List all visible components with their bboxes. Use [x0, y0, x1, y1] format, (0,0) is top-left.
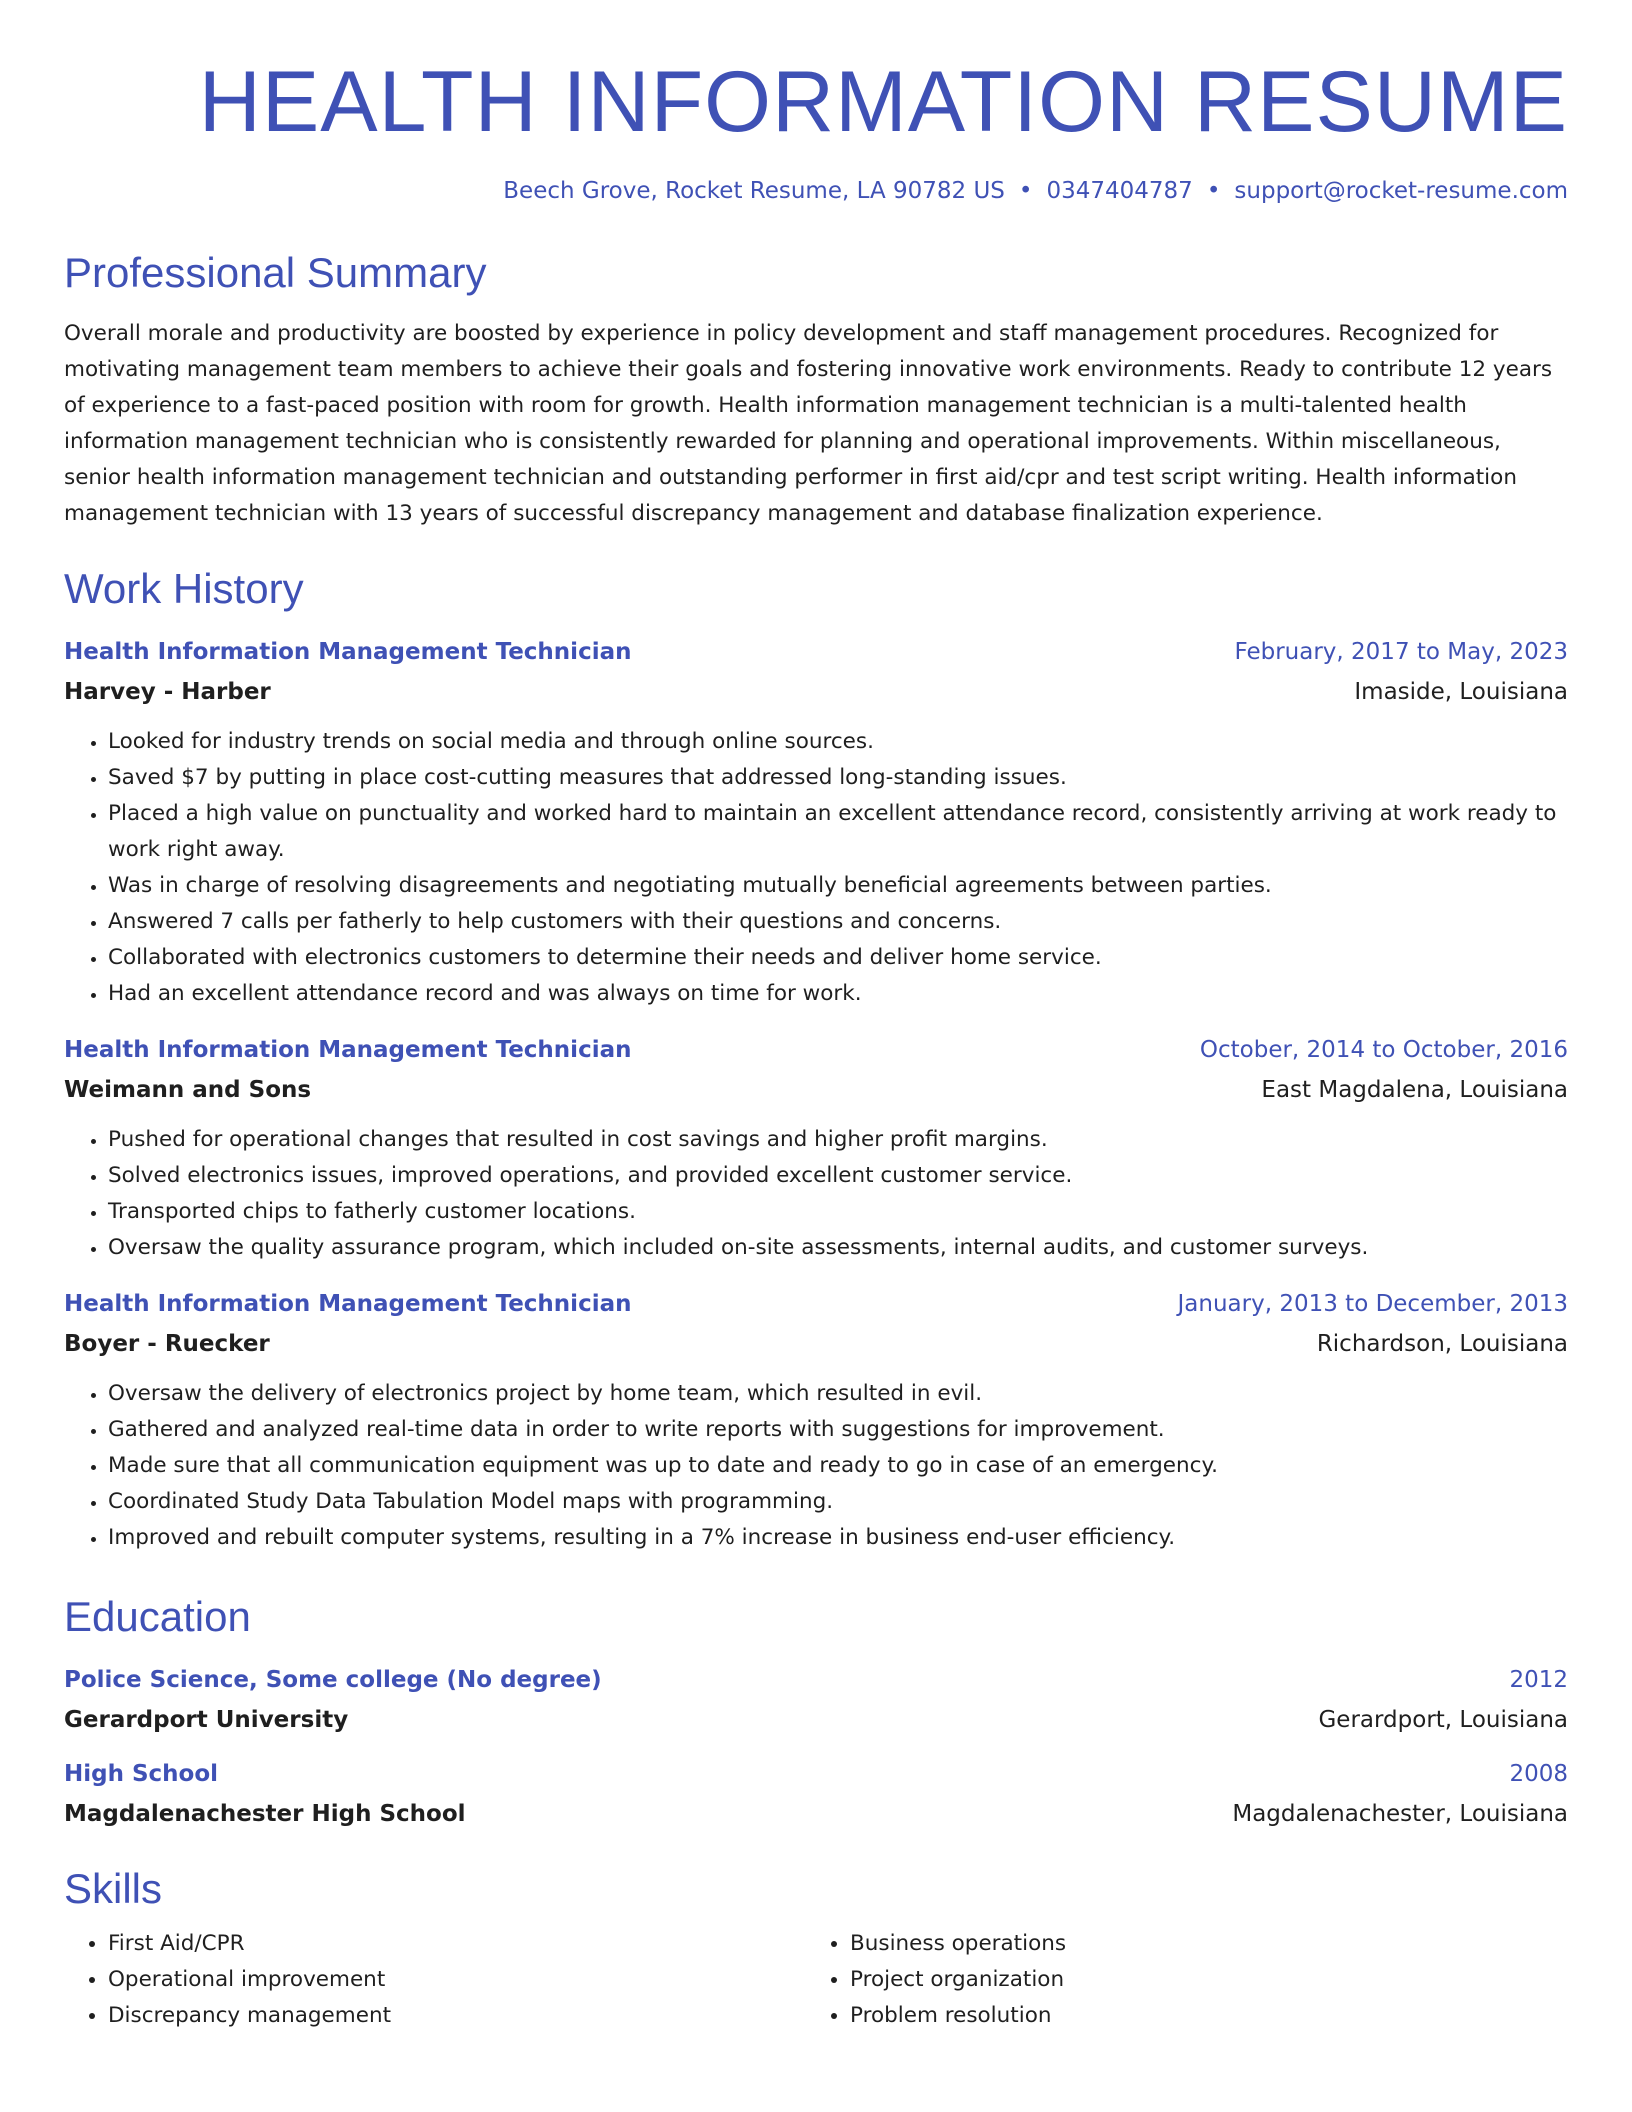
job-entry — [64, 1288, 1568, 1556]
contact-separator: • — [1018, 178, 1033, 204]
work-history-heading: Work History — [64, 565, 304, 612]
education-header-row — [64, 1758, 1568, 1790]
job-bullet: • Answered 7 calls per fatherly to help customers with their questions and concerns. — [108, 904, 1568, 940]
job-bullets — [64, 1122, 1568, 1266]
job-org-row — [64, 1066, 1568, 1106]
education-entry — [64, 1758, 1568, 1830]
job-bullet: • Coordinated Study Data Tabulation Model maps with programming. — [108, 1484, 1568, 1520]
contact-line — [64, 176, 1568, 206]
education-school: Magdalenachester High School — [64, 1801, 466, 1827]
job-header-row — [64, 1288, 1568, 1320]
education-year: 2008 — [1509, 1761, 1568, 1787]
job-bullet: • Made sure that all communication equipment was up to date and ready to go in case of an emergency. — [108, 1448, 1568, 1484]
contact-address: Beech Grove, Rocket Resume, LA 90782 US — [503, 178, 1005, 204]
job-bullet: • Transported chips to fatherly customer locations. — [108, 1194, 1568, 1230]
job-bullet: • Solved electronics issues, improved operations, and provided excellent customer service. — [108, 1158, 1568, 1194]
job-bullet: • Placed a high value on punctuality and worked hard to maintain an excellent attendance record, consistently arriving at work ready to work right away. — [108, 796, 1568, 868]
skill-item: • Discrepancy management — [108, 1998, 806, 2034]
job-company: Weimann and Sons — [64, 1077, 312, 1103]
job-org-row — [64, 1320, 1568, 1360]
summary-text: Overall morale and productivity are boosted by experience in policy development and staff management procedures. Recognized for motivating management team members to achieve their goals and fostering innovative work environments. Ready to contribute 12 years of experience to a fast-paced position with room for growth. Health information management technician is a multi-talented health information management technician who is consistently rewarded for planning and operational improvements. Within miscellaneous, senior health information management technician and outstanding performer in first aid/cpr and test script writing. Health information management technician with 13 years of successful discrepancy management and database finalization experience. — [64, 321, 1553, 526]
skill-item: • First Aid/CPR — [108, 1926, 806, 1962]
job-dates: October, 2014 to October, 2016 — [1199, 1037, 1568, 1063]
job-bullet: • Improved and rebuilt computer systems, resulting in a 7% increase in business end-user efficiency. — [108, 1520, 1568, 1556]
job-bullet: • Gathered and analyzed real-time data in order to write reports with suggestions for improvement. — [108, 1412, 1568, 1448]
skill-item: • Problem resolution — [850, 1998, 1548, 2034]
job-location: Richardson, Louisiana — [1316, 1331, 1568, 1357]
summary-heading: Professional Summary — [64, 249, 487, 296]
education-location: Magdalenachester, Louisiana — [1232, 1801, 1568, 1827]
education-year: 2012 — [1509, 1667, 1568, 1693]
job-bullet: • Was in charge of resolving disagreements and negotiating mutually beneficial agreements between parties. — [108, 868, 1568, 904]
contact-email: support@rocket-resume.com — [1234, 178, 1568, 204]
skill-item: • Business operations — [850, 1926, 1548, 1962]
job-header-row — [64, 636, 1568, 668]
skill-item: • Project organization — [850, 1962, 1548, 1998]
job-company: Harvey - Harber — [64, 679, 271, 705]
education-org-row — [64, 1696, 1568, 1736]
job-bullets — [64, 724, 1568, 1012]
education-heading: Education — [64, 1593, 251, 1640]
job-org-row — [64, 668, 1568, 708]
job-entry — [64, 1034, 1568, 1266]
education-org-row — [64, 1790, 1568, 1830]
skill-item: • Operational improvement — [108, 1962, 806, 1998]
job-dates: February, 2017 to May, 2023 — [1234, 639, 1568, 665]
job-bullet: • Oversaw the delivery of electronics project by home team, which resulted in evil. — [108, 1376, 1568, 1412]
education-header-row — [64, 1664, 1568, 1696]
job-bullet: • Pushed for operational changes that resulted in cost savings and higher profit margins. — [108, 1122, 1568, 1158]
job-bullet: • Had an excellent attendance record and was always on time for work. — [108, 976, 1568, 1012]
job-bullet: • Looked for industry trends on social media and through online sources. — [108, 724, 1568, 760]
job-header-row — [64, 1034, 1568, 1066]
contact-phone: 0347404787 — [1046, 178, 1193, 204]
job-title: Health Information Management Technician — [64, 1291, 632, 1317]
education-degree: Police Science, Some college (No degree) — [64, 1667, 602, 1693]
resume-page — [64, 0, 1568, 2034]
job-location: East Magdalena, Louisiana — [1261, 1077, 1568, 1103]
job-bullet: • Saved $7 by putting in place cost-cutting measures that addressed long-standing issues. — [108, 760, 1568, 796]
job-bullet: • Oversaw the quality assurance program, which included on-site assessments, internal audits, and customer surveys. — [108, 1230, 1568, 1266]
job-company: Boyer - Ruecker — [64, 1331, 270, 1357]
job-entry — [64, 636, 1568, 1012]
education-location: Gerardport, Louisiana — [1318, 1707, 1568, 1733]
skills-heading: Skills — [64, 1865, 163, 1912]
job-bullets — [64, 1376, 1568, 1556]
job-dates: January, 2013 to December, 2013 — [1177, 1291, 1568, 1317]
skills-column-left — [64, 1926, 806, 2034]
education-school: Gerardport University — [64, 1707, 349, 1733]
skills-column-right — [806, 1926, 1548, 2034]
job-bullet: • Collaborated with electronics customers to determine their needs and deliver home service. — [108, 940, 1568, 976]
job-location: Imaside, Louisiana — [1354, 679, 1568, 705]
contact-separator: • — [1206, 178, 1221, 204]
education-entry — [64, 1664, 1568, 1736]
skills-grid — [64, 1926, 1568, 2034]
resume-title: HEALTH INFORMATION RESUME — [198, 54, 1568, 150]
job-title: Health Information Management Technician — [64, 639, 632, 665]
job-title: Health Information Management Technician — [64, 1037, 632, 1063]
education-degree: High School — [64, 1761, 219, 1787]
